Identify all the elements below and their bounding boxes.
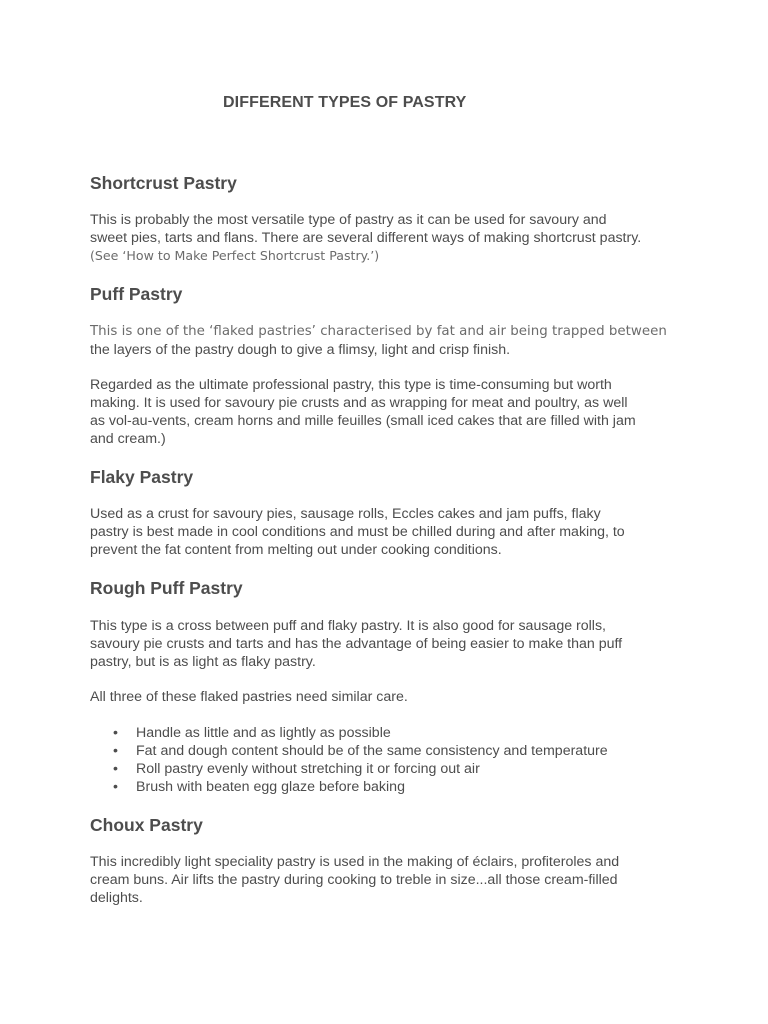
bullet-icon: • bbox=[113, 743, 118, 759]
care-bullet-list bbox=[90, 724, 608, 796]
text-line: as vol-au-vents, cream horns and mille feuilles (small iced cakes that are filled with jam bbox=[90, 413, 636, 429]
heading-choux-pastry: Choux Pastry bbox=[90, 815, 203, 835]
text-line: All three of these flaked pastries need similar care. bbox=[90, 689, 408, 705]
heading-flaky-pastry: Flaky Pastry bbox=[90, 467, 194, 487]
text-line: pastry is best made in cool conditions and must be chilled during and after making, to bbox=[90, 524, 625, 540]
text-line: sweet pies, tarts and flans. There are several different ways of making shortcrust pastry. bbox=[90, 230, 642, 246]
list-item bbox=[90, 724, 608, 742]
heading-puff-pastry: Puff Pastry bbox=[90, 284, 183, 304]
paragraph-flaky bbox=[90, 505, 690, 559]
text-line: savoury pie crusts and tarts and has the advantage of being easier to make than puff bbox=[90, 636, 623, 652]
list-item bbox=[90, 778, 608, 796]
paragraph-puff-1 bbox=[90, 323, 690, 359]
list-item-text: Handle as little and as lightly as possible bbox=[136, 725, 391, 741]
text-line: This is one of the ‘flaked pastries’ characterised by fat and air being trapped between bbox=[90, 324, 667, 339]
paragraph-rough-puff-2 bbox=[90, 688, 690, 706]
text-line: and cream.) bbox=[90, 431, 166, 447]
heading-rough-puff-pastry: Rough Puff Pastry bbox=[90, 578, 243, 598]
list-item-text: Brush with beaten egg glaze before baking bbox=[136, 779, 405, 795]
list-item bbox=[90, 760, 608, 778]
text-line: Regarded as the ultimate professional pastry, this type is time-consuming but worth bbox=[90, 377, 612, 393]
text-line: cream buns. Air lifts the pastry during cooking to treble in size...all those cream-filled bbox=[90, 872, 618, 888]
paragraph-puff-2 bbox=[90, 376, 690, 448]
bullet-icon: • bbox=[113, 761, 118, 777]
text-line: This is probably the most versatile type of pastry as it can be used for savoury and bbox=[90, 212, 607, 228]
text-line: Used as a crust for savoury pies, sausage rolls, Eccles cakes and jam puffs, flaky bbox=[90, 506, 601, 522]
bullet-icon: • bbox=[113, 779, 118, 795]
text-line: delights. bbox=[90, 890, 143, 906]
list-item-text: Fat and dough content should be of the same consistency and temperature bbox=[136, 743, 608, 759]
reference-note: (See ‘How to Make Perfect Shortcrust Pastry.’) bbox=[90, 248, 380, 263]
list-item-text: Roll pastry evenly without stretching it or forcing out air bbox=[136, 761, 480, 777]
text-line: pastry, but is as light as flaky pastry. bbox=[90, 654, 316, 670]
paragraph-choux bbox=[90, 853, 690, 907]
text-line: This type is a cross between puff and flaky pastry. It is also good for sausage rolls, bbox=[90, 618, 606, 634]
list-item bbox=[90, 742, 608, 760]
paragraph-shortcrust bbox=[90, 211, 690, 265]
bullet-icon: • bbox=[113, 725, 118, 741]
heading-shortcrust-pastry: Shortcrust Pastry bbox=[90, 173, 237, 193]
text-line: the layers of the pastry dough to give a flimsy, light and crisp finish. bbox=[90, 342, 511, 358]
text-line: This incredibly light speciality pastry is used in the making of éclairs, profiteroles and bbox=[90, 854, 620, 870]
text-line: prevent the fat content from melting out under cooking conditions. bbox=[90, 542, 502, 558]
document-title: DIFFERENT TYPES OF PASTRY bbox=[223, 94, 467, 111]
paragraph-rough-puff-1 bbox=[90, 617, 690, 671]
text-line: making. It is used for savoury pie crusts and as wrapping for meat and poultry, as well bbox=[90, 395, 628, 411]
